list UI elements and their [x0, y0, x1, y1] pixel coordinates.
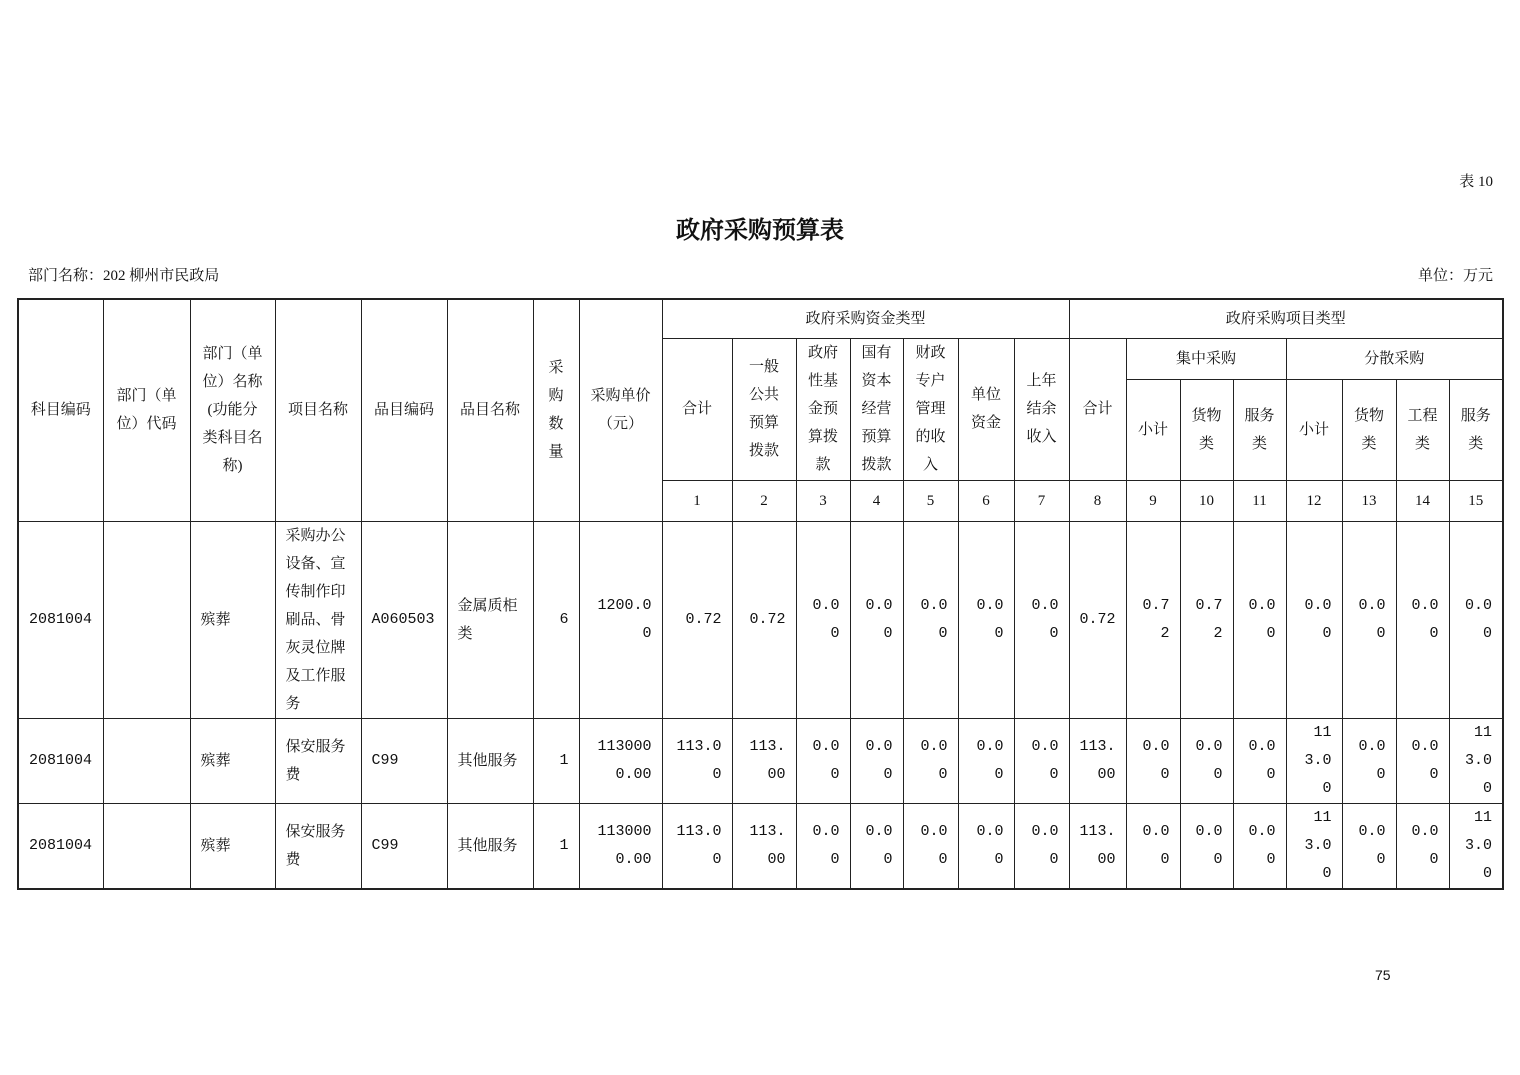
- column-number: 14: [1396, 480, 1449, 521]
- column-number: 10: [1180, 480, 1233, 521]
- column-number: 4: [850, 480, 903, 521]
- cell-item-code: C99: [361, 803, 447, 889]
- header-subject-code: 科目编码: [18, 299, 103, 521]
- cell-dept-code: [103, 521, 190, 718]
- procurement-budget-table: [17, 298, 1504, 890]
- cell-gov-fund-budget: 0.00: [796, 718, 850, 803]
- table-body: [18, 521, 1503, 889]
- cell-decentralized-works: 0.00: [1396, 718, 1449, 803]
- header-centralized-goods: 货物类: [1180, 379, 1233, 480]
- header-general-budget: 一般公共预算拨款: [732, 338, 796, 480]
- page-number: 75: [1375, 967, 1391, 983]
- cell-decentralized-services: 113.00: [1449, 803, 1503, 889]
- cell-general-budget: 0.72: [732, 521, 796, 718]
- table-number: 表 10: [1459, 174, 1493, 190]
- cell-quantity: 6: [533, 521, 579, 718]
- header-centralized: 集中采购: [1126, 338, 1286, 379]
- cell-project-total: 113.00: [1069, 718, 1126, 803]
- cell-decentralized-goods: 0.00: [1342, 803, 1396, 889]
- cell-item-code: A060503: [361, 521, 447, 718]
- header-gov-fund-budget: 政府性基金预算拨款: [796, 338, 850, 480]
- cell-item-name: 金属质柜类: [447, 521, 533, 718]
- cell-unit-price: 1130000.00: [579, 718, 662, 803]
- cell-unit-price: 1130000.00: [579, 803, 662, 889]
- cell-gov-fund-budget: 0.00: [796, 521, 850, 718]
- department-label: 部门名称：202 柳州市民政局: [28, 268, 220, 284]
- cell-subject-code: 2081004: [18, 718, 103, 803]
- table-row: [18, 718, 1503, 803]
- cell-centralized-goods: 0.00: [1180, 718, 1233, 803]
- header-project-name: 项目名称: [275, 299, 361, 521]
- cell-gov-fund-budget: 0.00: [796, 803, 850, 889]
- cell-unit-funds: 0.00: [958, 803, 1014, 889]
- cell-state-capital-budget: 0.00: [850, 718, 903, 803]
- header-unit-funds: 单位资金: [958, 338, 1014, 480]
- cell-item-name: 其他服务: [447, 803, 533, 889]
- column-number: 2: [732, 480, 796, 521]
- cell-project-name: 采购办公设备、宣传制作印刷品、骨灰灵位牌及工作服务: [275, 521, 361, 718]
- cell-general-budget: 113.00: [732, 718, 796, 803]
- cell-dept-name: 殡葬: [190, 718, 275, 803]
- header-quantity: 采购数量: [533, 299, 579, 521]
- header-decentralized-subtotal: 小计: [1286, 379, 1342, 480]
- cell-dept-code: [103, 718, 190, 803]
- cell-fund-total: 113.00: [662, 718, 732, 803]
- header-decentralized-goods: 货物类: [1342, 379, 1396, 480]
- cell-dept-name: 殡葬: [190, 521, 275, 718]
- header-decentralized: 分散采购: [1286, 338, 1503, 379]
- cell-project-total: 113.00: [1069, 803, 1126, 889]
- cell-centralized-subtotal: 0.00: [1126, 718, 1180, 803]
- cell-decentralized-subtotal: 113.00: [1286, 803, 1342, 889]
- column-number: 6: [958, 480, 1014, 521]
- cell-unit-funds: 0.00: [958, 718, 1014, 803]
- header-dept-name: 部门（单位）名称(功能分类科目名称): [190, 299, 275, 521]
- table-row: [18, 521, 1503, 718]
- cell-dept-name: 殡葬: [190, 803, 275, 889]
- header-project-type-group: 政府采购项目类型: [1069, 299, 1503, 338]
- cell-decentralized-works: 0.00: [1396, 803, 1449, 889]
- cell-prior-year-balance: 0.00: [1014, 718, 1069, 803]
- cell-decentralized-goods: 0.00: [1342, 718, 1396, 803]
- column-number: 9: [1126, 480, 1180, 521]
- header-fund-total: 合计: [662, 338, 732, 480]
- header-centralized-services: 服务类: [1233, 379, 1286, 480]
- cell-special-account-income: 0.00: [903, 803, 958, 889]
- cell-decentralized-works: 0.00: [1396, 521, 1449, 718]
- cell-quantity: 1: [533, 803, 579, 889]
- cell-special-account-income: 0.00: [903, 521, 958, 718]
- column-number: 11: [1233, 480, 1286, 521]
- header-state-capital-budget: 国有资本经营预算拨款: [850, 338, 903, 480]
- column-number: 5: [903, 480, 958, 521]
- cell-prior-year-balance: 0.00: [1014, 521, 1069, 718]
- header-dept-code: 部门（单位）代码: [103, 299, 190, 521]
- header-prior-year-balance: 上年结余收入: [1014, 338, 1069, 480]
- cell-fund-total: 0.72: [662, 521, 732, 718]
- cell-decentralized-subtotal: 0.00: [1286, 521, 1342, 718]
- column-number: 12: [1286, 480, 1342, 521]
- column-number: 8: [1069, 480, 1126, 521]
- cell-unit-price: 1200.00: [579, 521, 662, 718]
- cell-item-code: C99: [361, 718, 447, 803]
- header-special-account-income: 财政专户管理的收入: [903, 338, 958, 480]
- cell-subject-code: 2081004: [18, 803, 103, 889]
- column-number: 15: [1449, 480, 1503, 521]
- cell-centralized-services: 0.00: [1233, 521, 1286, 718]
- cell-project-name: 保安服务费: [275, 803, 361, 889]
- cell-centralized-services: 0.00: [1233, 803, 1286, 889]
- header-row-1: [18, 299, 1503, 338]
- cell-decentralized-services: 0.00: [1449, 521, 1503, 718]
- cell-project-total: 0.72: [1069, 521, 1126, 718]
- cell-centralized-subtotal: 0.00: [1126, 803, 1180, 889]
- column-number: 7: [1014, 480, 1069, 521]
- header-decentralized-works: 工程类: [1396, 379, 1449, 480]
- column-number: 13: [1342, 480, 1396, 521]
- header-item-name: 品目名称: [447, 299, 533, 521]
- unit-label: 单位：万元: [1417, 268, 1493, 284]
- cell-centralized-goods: 0.00: [1180, 803, 1233, 889]
- cell-decentralized-goods: 0.00: [1342, 521, 1396, 718]
- page-title: 政府采购预算表: [676, 215, 844, 244]
- column-number: 3: [796, 480, 850, 521]
- cell-unit-funds: 0.00: [958, 521, 1014, 718]
- cell-general-budget: 113.00: [732, 803, 796, 889]
- cell-prior-year-balance: 0.00: [1014, 803, 1069, 889]
- header-centralized-subtotal: 小计: [1126, 379, 1180, 480]
- header-decentralized-services: 服务类: [1449, 379, 1503, 480]
- cell-centralized-goods: 0.72: [1180, 521, 1233, 718]
- cell-item-name: 其他服务: [447, 718, 533, 803]
- cell-quantity: 1: [533, 718, 579, 803]
- header-unit-price: 采购单价（元）: [579, 299, 662, 521]
- cell-decentralized-subtotal: 113.00: [1286, 718, 1342, 803]
- cell-centralized-services: 0.00: [1233, 718, 1286, 803]
- cell-state-capital-budget: 0.00: [850, 803, 903, 889]
- header-fund-type-group: 政府采购资金类型: [662, 299, 1069, 338]
- cell-dept-code: [103, 803, 190, 889]
- header-project-total: 合计: [1069, 338, 1126, 480]
- header-item-code: 品目编码: [361, 299, 447, 521]
- cell-project-name: 保安服务费: [275, 718, 361, 803]
- cell-centralized-subtotal: 0.72: [1126, 521, 1180, 718]
- cell-decentralized-services: 113.00: [1449, 718, 1503, 803]
- cell-special-account-income: 0.00: [903, 718, 958, 803]
- cell-state-capital-budget: 0.00: [850, 521, 903, 718]
- cell-fund-total: 113.00: [662, 803, 732, 889]
- cell-subject-code: 2081004: [18, 521, 103, 718]
- table-row: [18, 803, 1503, 889]
- column-number: 1: [662, 480, 732, 521]
